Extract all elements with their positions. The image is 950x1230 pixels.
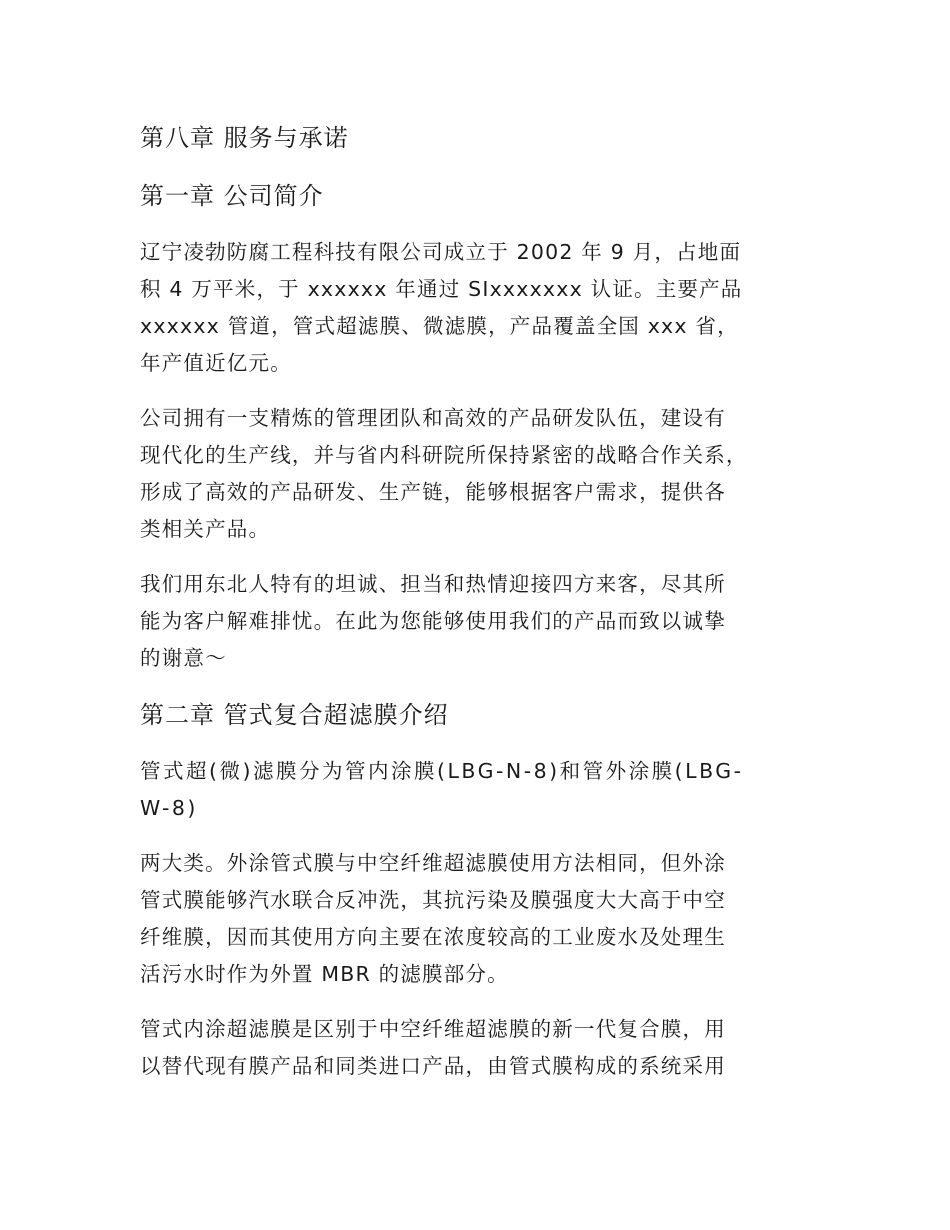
text-line: 的谢意～ [140, 646, 227, 670]
chapter-1-heading: 第一章 公司简介 [140, 182, 324, 210]
company-intro-paragraph-3 [140, 566, 830, 677]
text-line: 能为客户解难排忧。在此为您能够使用我们的产品而致以诚挚 [140, 609, 726, 633]
chapter-2-heading: 第二章 管式复合超滤膜介绍 [140, 701, 449, 729]
text-line: 辽宁凌勃防腐工程科技有限公司成立于 2002 年 9 月，占地面 [140, 240, 742, 264]
text-line: 纤维膜，因而其使用方向主要在浓度较高的工业废水及处理生 [140, 925, 726, 949]
text-line: 积 4 万平米，于 xxxxxx 年通过 SIxxxxxxx 认证。主要产品 [140, 277, 743, 301]
text-line: 以替代现有膜产品和同类进口产品，由管式膜构成的系统采用 [140, 1054, 726, 1078]
company-intro-paragraph-1 [140, 234, 830, 382]
text-line: 管式内涂超滤膜是区别于中空纤维超滤膜的新一代复合膜，用 [140, 1017, 726, 1041]
text-line: 我们用东北人特有的坦诚、担当和热情迎接四方来客，尽其所 [140, 572, 726, 596]
membrane-paragraph-2 [140, 845, 830, 993]
membrane-paragraph-1 [140, 753, 830, 827]
membrane-paragraph-3 [140, 1011, 830, 1085]
text-line: 活污水时作为外置 MBR 的滤膜部分。 [140, 962, 509, 986]
chapter-8-heading: 第八章 服务与承诺 [140, 124, 349, 152]
document-page [140, 118, 830, 1103]
text-line: 两大类。外涂管式膜与中空纤维超滤膜使用方法相同，但外涂 [140, 851, 726, 875]
text-line: 公司拥有一支精炼的管理团队和高效的产品研发队伍，建设有 [140, 406, 726, 430]
text-line: 管式超(微)滤膜分为管内涂膜(LBG-N-8)和管外涂膜(LBG- [140, 759, 744, 783]
text-line: xxxxxx 管道，管式超滤膜、微滤膜，产品覆盖全国 xxx 省， [140, 314, 739, 338]
text-line: 现代化的生产线，并与省内科研院所保持紧密的战略合作关系， [140, 443, 748, 467]
text-line: W-8) [140, 796, 198, 820]
company-intro-paragraph-2 [140, 400, 830, 548]
text-line: 类相关产品。 [140, 517, 271, 541]
text-line: 管式膜能够汽水联合反冲洗，其抗污染及膜强度大大高于中空 [140, 888, 726, 912]
text-line: 年产值近亿元。 [140, 351, 292, 375]
text-line: 形成了高效的产品研发、生产链，能够根据客户需求，提供各 [140, 480, 726, 504]
